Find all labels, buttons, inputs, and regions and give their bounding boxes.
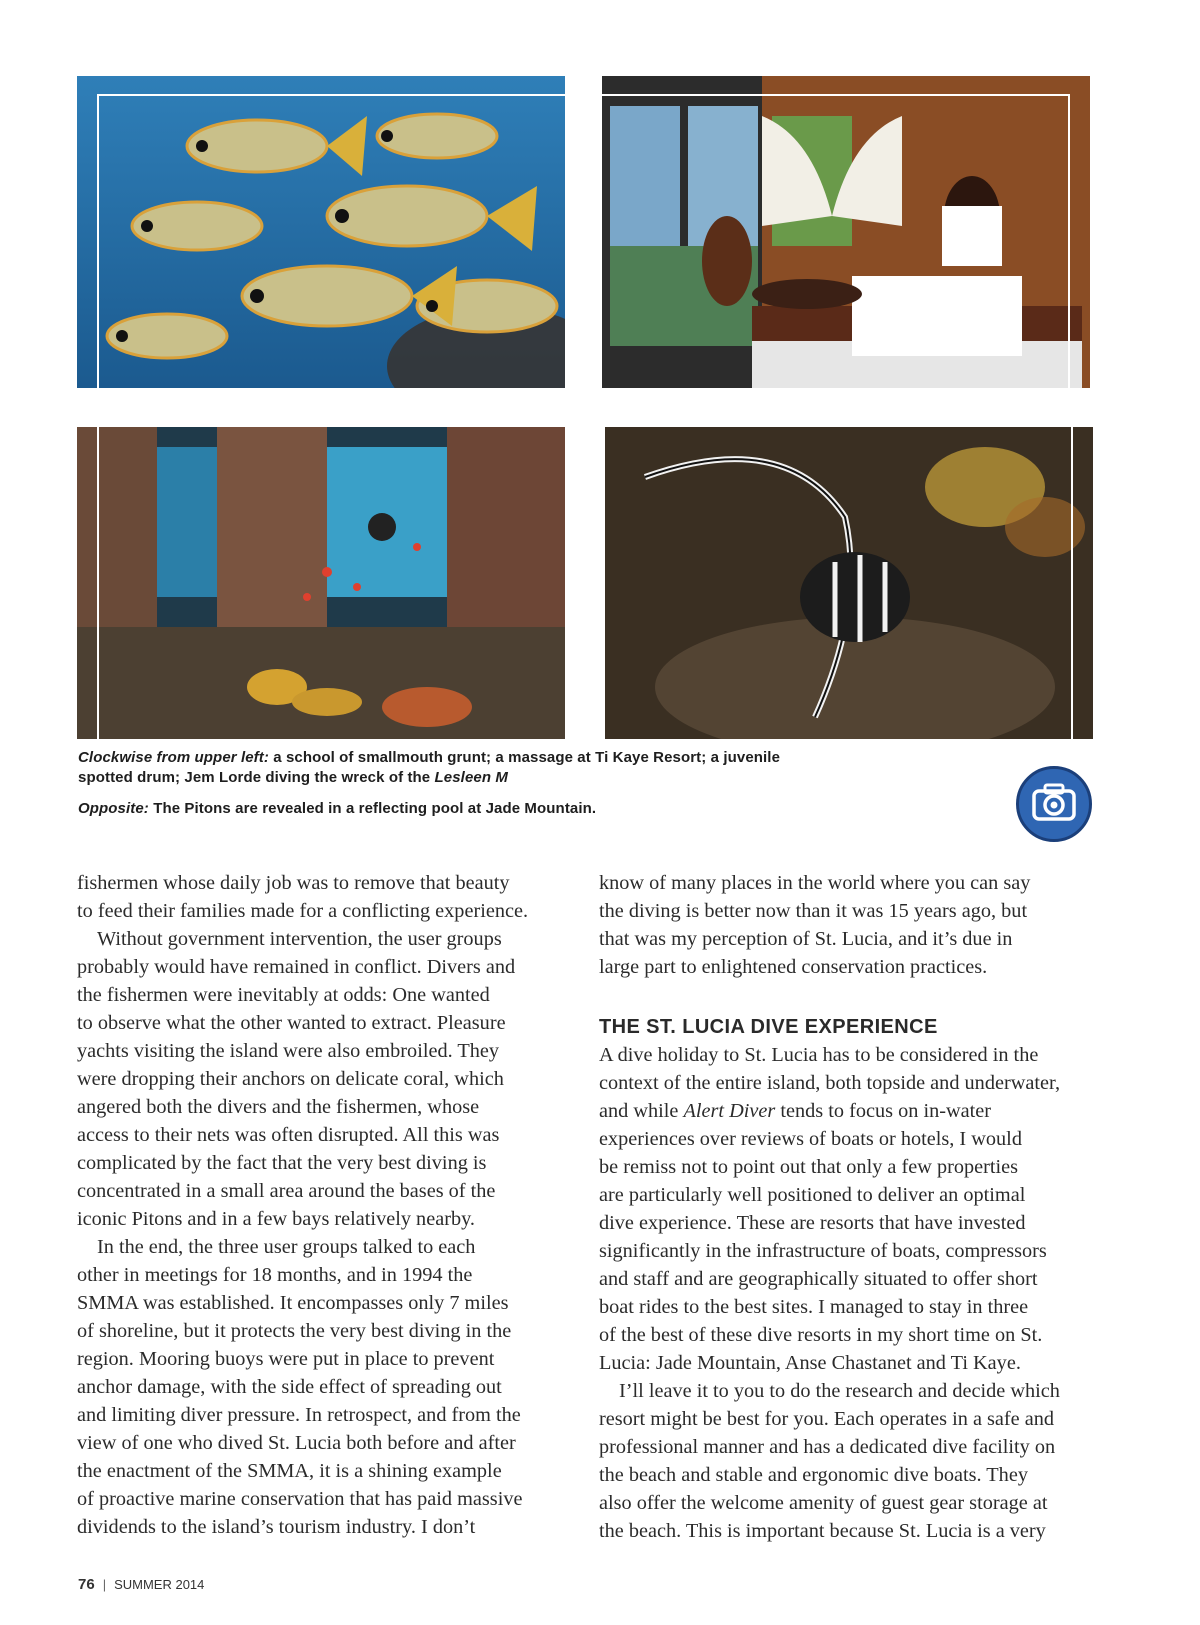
body-line: context of the entire island, both topside and underwater, xyxy=(599,1072,1061,1094)
caption-text: spotted drum; Jem Lorde diving the wreck of the xyxy=(78,769,431,786)
body-line: resort might be best for you. Each operates in a safe and xyxy=(599,1408,1055,1430)
body-line: other in meetings for 18 months, and in 1994 the xyxy=(77,1264,473,1286)
body-line: fishermen whose daily job was to remove that beauty xyxy=(77,872,510,894)
body-line: the beach. This is important because St. Lucia is a very xyxy=(599,1520,1046,1542)
photo-massage-ti-kaye xyxy=(602,76,1090,388)
body-line: that was my perception of St. Lucia, and it’s due in xyxy=(599,928,1013,950)
body-line: Lucia: Jade Mountain, Anse Chastanet and Ti Kaye. xyxy=(599,1352,1021,1374)
body-line: dividends to the island’s tourism industry. I don’t xyxy=(77,1516,476,1538)
body-line: of the best of these dive resorts in my short time on St. xyxy=(599,1324,1043,1346)
body-line: are particularly well positioned to deliver an optimal xyxy=(599,1184,1026,1206)
body-line: and staff and are geographically situated to offer short xyxy=(599,1268,1038,1290)
body-line: SMMA was established. It encompasses only 7 miles xyxy=(77,1292,509,1314)
body-line: also offer the welcome amenity of guest gear storage at xyxy=(599,1492,1048,1514)
camera-badge xyxy=(1016,766,1092,842)
body-line: be remiss not to point out that only a few properties xyxy=(599,1156,1019,1178)
body-line: Without government intervention, the user groups xyxy=(97,928,502,950)
photo-wreck-lesleen-m xyxy=(77,427,565,739)
body-line: probably would have remained in conflict. Divers and xyxy=(77,956,516,978)
body-line: access to their nets was often disrupted. All this was xyxy=(77,1124,500,1146)
body-line: of shoreline, but it protects the very best diving in the xyxy=(77,1320,512,1342)
body-line: In the end, the three user groups talked to each xyxy=(97,1236,476,1258)
body-line: the enactment of the SMMA, it is a shining example xyxy=(77,1460,502,1482)
body-line: the fishermen were inevitably at odds: One wanted xyxy=(77,984,490,1006)
caption-text: The Pitons are revealed in a reflecting pool at Jade Mountain. xyxy=(153,800,597,817)
body-line: of proactive marine conservation that has paid massive xyxy=(77,1488,523,1510)
body-line: were dropping their anchors on delicate coral, which xyxy=(77,1068,504,1090)
body-line: boat rides to the best sites. I managed to stay in three xyxy=(599,1296,1029,1318)
caption-italic: Lesleen M xyxy=(434,769,508,786)
body-line: and limiting diver pressure. In retrospect, and from the xyxy=(77,1404,521,1426)
body-line: concentrated in a small area around the bases of the xyxy=(77,1180,496,1202)
body-line: the diving is better now than it was 15 years ago, but xyxy=(599,900,1028,922)
camera-icon xyxy=(1019,769,1089,839)
body-line: large part to enlightened conservation practices. xyxy=(599,956,988,978)
photo-caption xyxy=(78,748,838,788)
body-line: the beach and stable and ergonomic dive boats. They xyxy=(599,1464,1028,1486)
body-line: A dive holiday to St. Lucia has to be considered in the xyxy=(599,1044,1039,1066)
body-line: anchor damage, with the side effect of spreading out xyxy=(77,1376,502,1398)
body-line: I’ll leave it to you to do the research and decide which xyxy=(619,1380,1060,1402)
magazine-title: Alert Diver xyxy=(683,1100,776,1122)
body-line: complicated by the fact that the very best diving is xyxy=(77,1152,487,1174)
body-line: yachts visiting the island were also embroiled. They xyxy=(77,1040,500,1062)
issue-label: SUMMER 2014 xyxy=(114,1577,205,1592)
body-line: iconic Pitons and in a few bays relatively nearby. xyxy=(77,1208,475,1230)
article-column-left xyxy=(77,869,572,1541)
article-column-right xyxy=(599,869,1094,1545)
body-line: know of many places in the world where you can say xyxy=(599,872,1031,894)
text-run: and while xyxy=(599,1100,679,1122)
page-footer xyxy=(78,1576,204,1593)
caption-lead: Clockwise from upper left: xyxy=(78,749,269,766)
body-line: to observe what the other wanted to extract. Pleasure xyxy=(77,1012,506,1034)
body-line: angered both the divers and the fishermen, whose xyxy=(77,1096,480,1118)
body-line: significantly in the infrastructure of boats, compressors xyxy=(599,1240,1047,1262)
caption-lead: Opposite: xyxy=(78,800,149,817)
body-line: view of one who dived St. Lucia both before and after xyxy=(77,1432,516,1454)
caption-text: a school of smallmouth grunt; a massage at Ti Kaye Resort; a juvenile xyxy=(273,749,781,766)
body-line: professional manner and has a dedicated dive facility on xyxy=(599,1436,1056,1458)
photo-smallmouth-grunt xyxy=(77,76,565,388)
page-number: 76 xyxy=(78,1576,95,1593)
body-line: to feed their families made for a conflicting experience. xyxy=(77,900,529,922)
footer-separator: | xyxy=(102,1577,107,1592)
opposite-caption xyxy=(78,799,838,819)
section-heading: THE ST. LUCIA DIVE EXPERIENCE xyxy=(599,1016,938,1038)
body-line xyxy=(599,1097,1094,1125)
photo-juvenile-spotted-drum xyxy=(605,427,1093,739)
text-run: tends to focus on in-water xyxy=(780,1100,992,1122)
body-line: region. Mooring buoys were put in place to prevent xyxy=(77,1348,495,1370)
body-line: dive experience. These are resorts that have invested xyxy=(599,1212,1026,1234)
body-line: experiences over reviews of boats or hotels, I would xyxy=(599,1128,1022,1150)
